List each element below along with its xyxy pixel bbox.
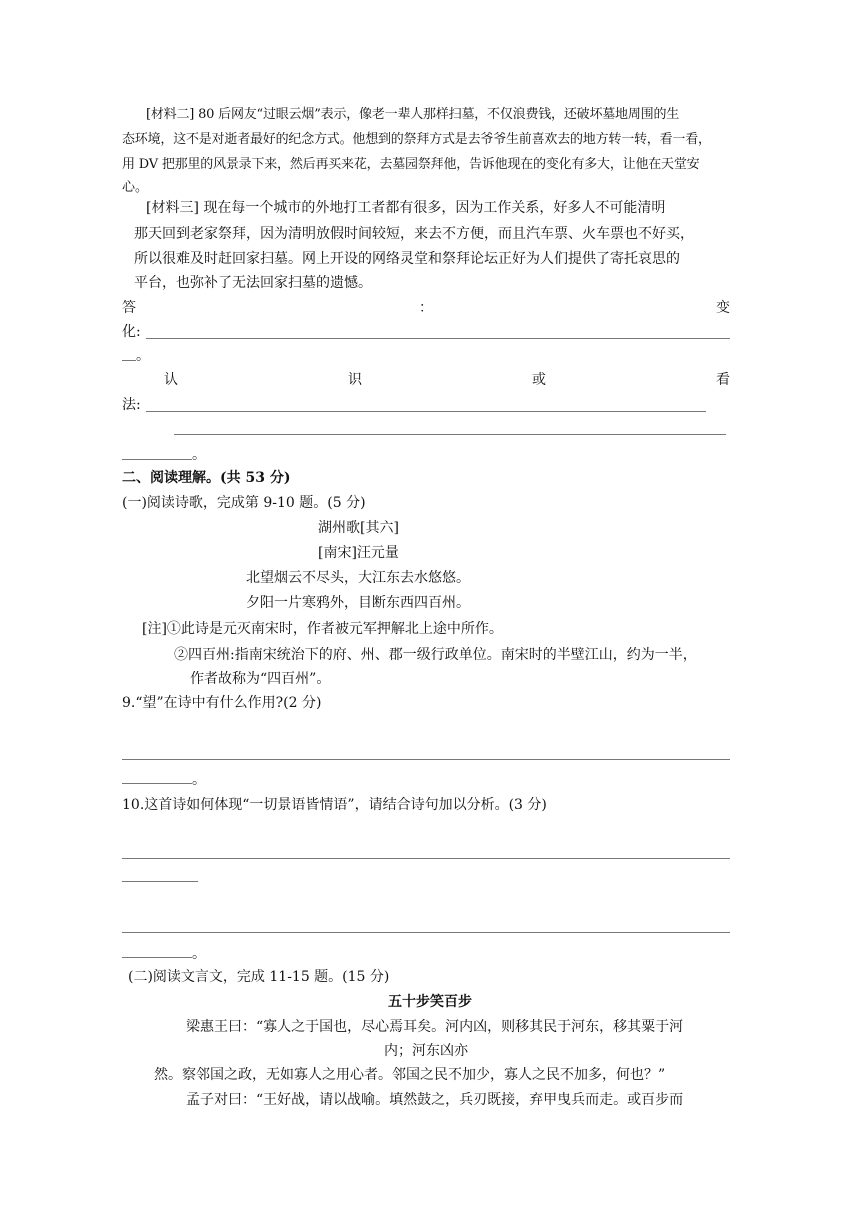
opinion-label: 法: [122,397,141,413]
q10-answer-line-2-tail[interactable] [122,957,192,958]
material2-line2: 态环境，这不是对逝者最好的纪念方式。他想到的祭拜方式是去爷爷生前喜欢去的地方转一转，看一看， [122,132,711,147]
opinion-answer-line-2[interactable] [174,434,726,435]
question-10: 10.这首诗如何体现“一切景语皆情语”，请结合诗句加以分析。(3 分) [122,797,547,813]
answer-bian: 变 [716,300,730,316]
answer-kan: 看 [716,372,730,388]
answer-colon: ： [419,300,433,316]
q9-answer-line[interactable] [122,759,730,760]
note1: [注]①此诗是元灭南宋时，作者被元军押解北上途中所作。 [142,621,503,637]
material3-line3: 所以很难及时赶回家扫墓。网上开设的网络灵堂和祭拜论坛正好为人们提供了寄托哀思的 [134,251,680,267]
prose-line3: 然。察邻国之政，无如寡人之用心者。邻国之民不加少，寡人之民不加多，何也？” [154,1067,666,1083]
q10-answer-line-1-tail[interactable] [122,881,198,882]
change-period: 。 [136,348,150,364]
poem-line2: 夕阳一片寒鸦外，目断东西四百州。 [246,595,470,611]
part1-intro: (一)阅读诗歌，完成第 9-10 题。(5 分) [122,495,366,511]
answer-huo: 或 [532,372,546,388]
note2-line2: 作者故称为“四百州”。 [190,671,331,687]
change-answer-line-tail[interactable] [122,360,136,361]
prose-line2: 内；河东凶亦 [384,1043,468,1059]
prose-line4: 孟子对曰：“王好战，请以战喻。填然鼓之，兵刃既接，弃甲曳兵而走。或百步而 [186,1092,684,1108]
material2-line3: 用 DV 把那里的风景录下来，然后再买来花，去墓园祭拜他，告诉他现在的变化有多大，让他在天堂安 [122,157,700,172]
poem-line1: 北望烟云不尽头，大江东去水悠悠。 [246,570,470,586]
answer-da: 答 [122,300,136,316]
section2-heading: 二、阅读理解。(共 53 分) [122,470,291,486]
prose-line1: 梁惠王曰：“寡人之于国也，尽心焉耳矣。河内凶，则移其民于河东，移其粟于河 [186,1019,684,1035]
opinion-answer-line-tail[interactable] [122,459,192,460]
opinion-answer-line-1[interactable] [146,411,706,412]
prose-title: 五十步笑百步 [388,994,472,1010]
material3-line4: 平台，也弥补了无法回家扫墓的遗憾。 [134,275,372,291]
material3-line2: 那天回到老家祭拜，因为清明放假时间较短，来去不方便，而且汽车票、火车票也不好买， [134,226,694,242]
material3-line1: [材料三] 现在每一个城市的外地打工者都有很多，因为工作关系，好多人不可能清明 [146,200,666,216]
q10-answer-line-1[interactable] [122,858,730,859]
part2-intro: (二)阅读文言文，完成 11-15 题。(15 分) [128,969,390,985]
answer-change-row [122,298,730,318]
material2-line1: [材料二] 80 后网友“过眼云烟”表示，像老一辈人那样扫墓，不仅浪费钱，还破坏墓地周围的生 [146,107,680,122]
q10-answer-line-2[interactable] [122,932,730,933]
q9-period: 。 [192,772,206,788]
opinion-period: 。 [192,447,206,463]
answer-ren: 认 [164,372,178,388]
answer-shi: 识 [348,372,362,388]
change-answer-line[interactable] [146,338,730,339]
note2-line1: ②四百州:指南宋统治下的府、州、郡一级行政单位。南宋时的半壁江山，约为一半， [174,647,697,663]
q9-answer-line-tail[interactable] [122,783,192,784]
change-label: 化: [122,324,141,340]
question-9: 9.“望”在诗中有什么作用?(2 分) [122,695,322,711]
poem-title: 湖州歌[其六] [318,520,399,536]
poem-author: [南宋]汪元量 [318,545,399,561]
q10-period: 。 [192,946,206,962]
answer-opinion-row [164,370,730,390]
material2-line4: 心。 [122,180,149,195]
